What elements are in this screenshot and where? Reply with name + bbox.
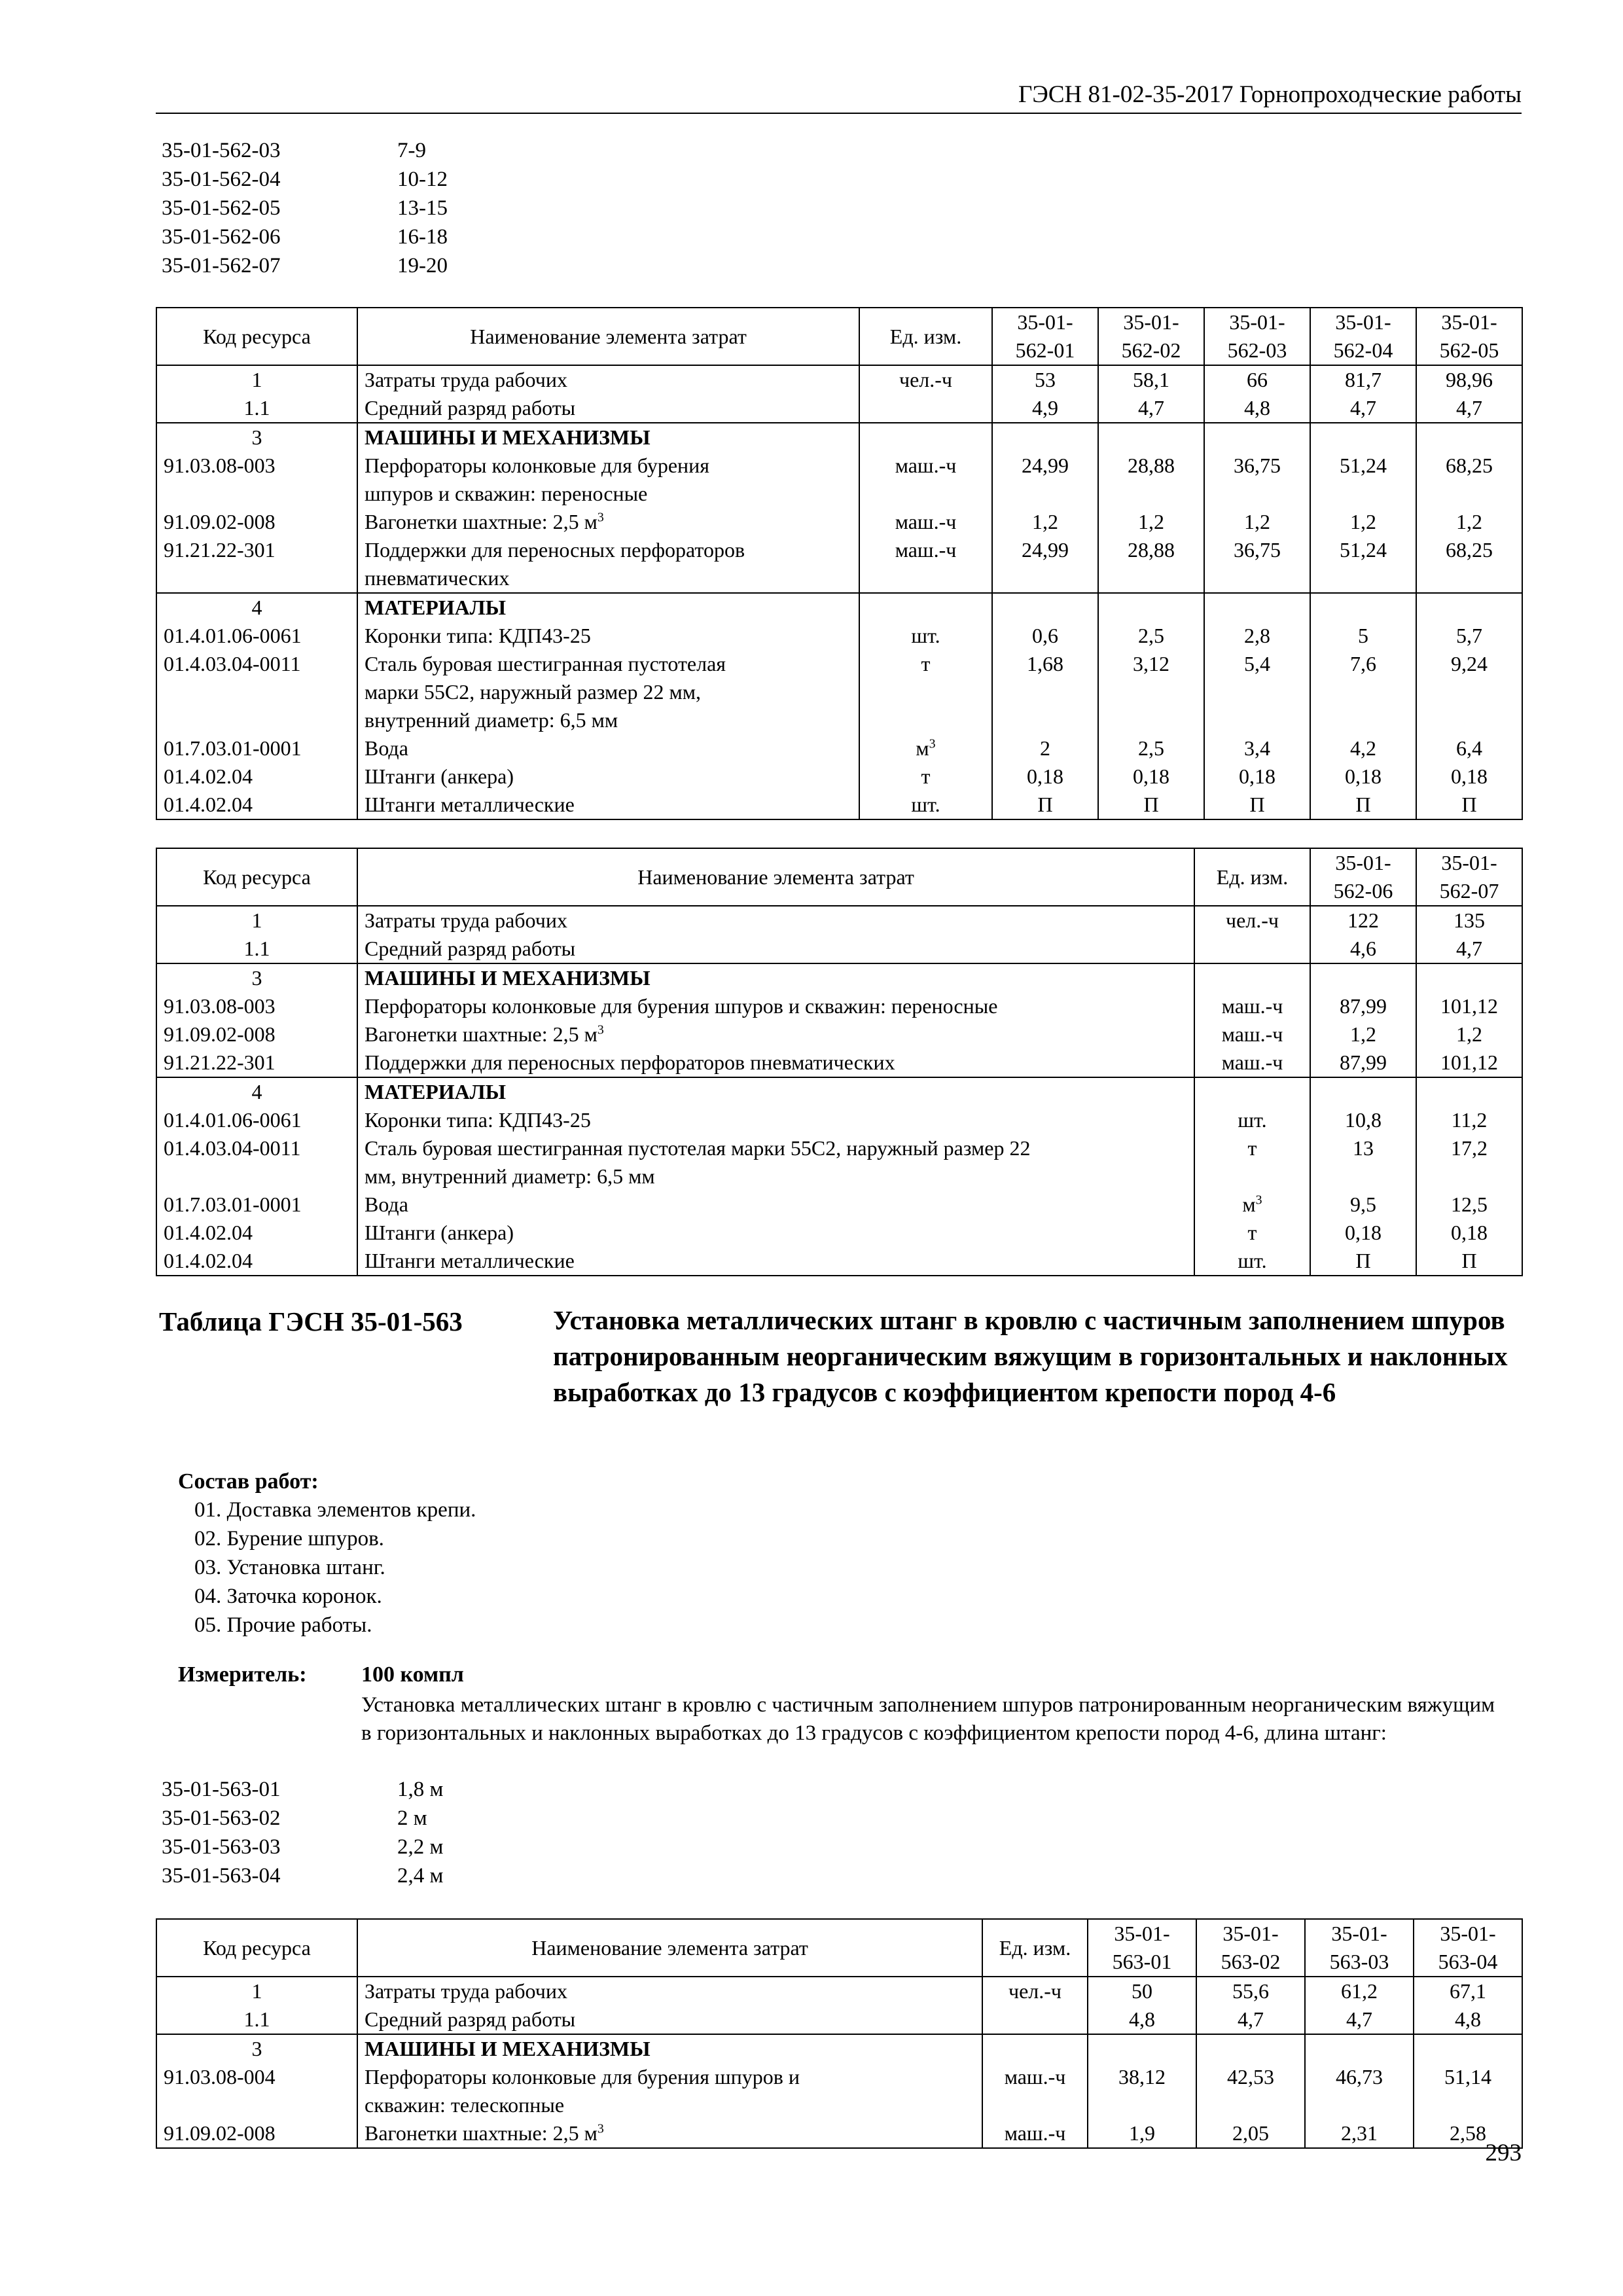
list-item: 35-01-562-05 13-15 bbox=[162, 196, 448, 220]
measure-description: Установка металлических штанг в кровлю с частичным заполнением шпуров патронированным неорганическим вяжущим в горизонтальных и наклонных выработках до 13 градусов с коэффициентом крепости пород 4-6, длина штанг: bbox=[361, 1693, 1495, 1745]
work-item: 03. Установка штанг. bbox=[194, 1556, 385, 1579]
table-row: 01.4.02.04 Штанги (анкера) т 0,18 0,18 bbox=[156, 1219, 1522, 1247]
table-row: 91.09.02-008 Вагонетки шахтные: 2,5 $м^3$ маш.-ч 1,9 2,05 2,31 2,58 bbox=[156, 2119, 1522, 2148]
table-row: 01.4.02.04 Штанги металлические шт. П П bbox=[156, 1247, 1522, 1276]
list-item: 35-01-562-07 19-20 bbox=[162, 254, 448, 278]
resource-table-562-06-07 bbox=[156, 848, 1523, 1276]
resource-table-562-01-05 bbox=[156, 307, 1523, 820]
table-row: 91.03.08-003 Перфораторы колонковые для бурения шпуров и скважин: переносные маш.-ч 24,99 28,88 36,75 51,24 68,25 bbox=[156, 452, 1522, 508]
table-row: 01.4.01.06-0061 Коронки типа: КДП43-25 шт. 0,6 2,5 2,8 5 5,7 bbox=[156, 622, 1522, 650]
section-row-machines: 3 МАШИНЫ И МЕХАНИЗМЫ bbox=[156, 2034, 1522, 2063]
header-title: ГЭСН 81-02-35-2017 Горнопроходческие работы bbox=[1018, 81, 1522, 108]
page-number: 293 bbox=[1485, 2140, 1522, 2166]
list-item: 35-01-562-04 10-12 bbox=[162, 168, 448, 191]
table-label: Таблица ГЭСН 35-01-563 bbox=[159, 1306, 463, 1336]
list-item: 35-01-562-03 7-9 bbox=[162, 139, 426, 162]
list-item: 35-01-563-03 2,2 м bbox=[162, 1835, 444, 1859]
table-row: 91.09.02-008 Вагонетки шахтные: 2,5 $м^3$ маш.-ч 1,2 1,2 bbox=[156, 1020, 1522, 1049]
list-item: 35-01-563-04 2,4 м bbox=[162, 1864, 444, 1888]
list-item: 35-01-563-02 2 м bbox=[162, 1806, 427, 1830]
table-row: 01.4.02.04 Штанги (анкера) т 0,18 0,18 0,18 0,18 0,18 bbox=[156, 762, 1522, 791]
section-row-materials: 4 МАТЕРИАЛЫ bbox=[156, 593, 1522, 622]
table-row: 01.4.02.04 Штанги металлические шт. П П П П П bbox=[156, 791, 1522, 819]
table-header-row: Код ресурса Наименование элемента затрат Ед. изм. 35-01- 563-01 35-01- 563-02 35-01- 563-03 35-01- 563-04 bbox=[156, 1919, 1522, 1977]
table-header-row: Код ресурса Наименование элемента затрат Ед. изм. 35-01- 562-06 35-01- 562-07 bbox=[156, 848, 1522, 906]
table-row: 91.03.08-004 Перфораторы колонковые для бурения шпуров и скважин: телескопные маш.-ч 38,12 42,53 46,73 51,14 bbox=[156, 2063, 1522, 2119]
table-row: 1.1 Средний разряд работы 4,6 4,7 bbox=[156, 935, 1522, 963]
table-row: 91.09.02-008 Вагонетки шахтные: 2,5 $м^3$ маш.-ч 1,2 1,2 1,2 1,2 1,2 bbox=[156, 508, 1522, 536]
list-item: 35-01-563-01 1,8 м bbox=[162, 1778, 444, 1801]
list-item: 35-01-562-06 16-18 bbox=[162, 225, 448, 249]
table-row: 91.21.22-301 Поддержки для переносных перфораторов пневматических маш.-ч 87,99 101,12 bbox=[156, 1049, 1522, 1077]
table-row: 1.1 Средний разряд работы 4,8 4,7 4,7 4,8 bbox=[156, 2005, 1522, 2034]
table-row: 1.1 Средний разряд работы 4,9 4,7 4,8 4,7 4,7 bbox=[156, 394, 1522, 423]
section-row-machines: 3 МАШИНЫ И МЕХАНИЗМЫ bbox=[156, 963, 1522, 992]
table-row: 91.21.22-301 Поддержки для переносных перфораторов пневматических маш.-ч 24,99 28,88 36,75 51,24 68,25 bbox=[156, 536, 1522, 593]
measure-value: 100 компл bbox=[361, 1662, 464, 1687]
measure-label: Измеритель: bbox=[178, 1662, 307, 1687]
work-item: 02. Бурение шпуров. bbox=[194, 1527, 384, 1551]
work-item: 01. Доставка элементов крепи. bbox=[194, 1498, 476, 1522]
table-row: 1 Затраты труда рабочих чел.-ч 53 58,1 66 81,7 98,96 bbox=[156, 365, 1522, 394]
table-row: 01.4.03.04-0011 Сталь буровая шестигранная пустотелая марки 55С2, наружный размер 22 мм, внутренний диаметр: 6,5 мм т 1,68 3,12 5,4 7,6 9,24 bbox=[156, 650, 1522, 734]
works-heading: Состав работ: bbox=[178, 1469, 319, 1494]
table-row: 01.4.01.06-0061 Коронки типа: КДП43-25 шт. 10,8 11,2 bbox=[156, 1106, 1522, 1134]
table-row: 01.7.03.01-0001 Вода $м^3$ 9,5 12,5 bbox=[156, 1191, 1522, 1219]
work-item: 04. Заточка коронок. bbox=[194, 1585, 382, 1608]
section-row-machines: 3 МАШИНЫ И МЕХАНИЗМЫ bbox=[156, 423, 1522, 452]
table-row: 01.7.03.01-0001 Вода $м^3$ 2 2,5 3,4 4,2 6,4 bbox=[156, 734, 1522, 762]
section-row-materials: 4 МАТЕРИАЛЫ bbox=[156, 1077, 1522, 1106]
work-item: 05. Прочие работы. bbox=[194, 1613, 372, 1637]
page-header bbox=[156, 73, 1522, 114]
table-header-row: Код ресурса Наименование элемента затрат Ед. изм. 35-01- 562-01 35-01- 562-02 35-01- 562-03 35-01- 562-04 35-01- 562-05 bbox=[156, 308, 1522, 365]
table-row: 1 Затраты труда рабочих чел.-ч 50 55,6 61,2 67,1 bbox=[156, 1977, 1522, 2005]
table-row: 91.03.08-003 Перфораторы колонковые для бурения шпуров и скважин: переносные маш.-ч 87,99 101,12 bbox=[156, 992, 1522, 1020]
table-row: 01.4.03.04-0011 Сталь буровая шестигранная пустотелая марки 55С2, наружный размер 22 мм, внутренний диаметр: 6,5 мм т 13 17,2 bbox=[156, 1134, 1522, 1191]
resource-table-563 bbox=[156, 1918, 1523, 2149]
table-title: Установка металлических штанг в кровлю с частичным заполнением шпуров патронированным неорганическим вяжущим в горизонтальных и наклонных выработках до 13 градусов с коэффициентом крепости пород 4-6 bbox=[553, 1305, 1508, 1407]
table-row: 1 Затраты труда рабочих чел.-ч 122 135 bbox=[156, 906, 1522, 935]
